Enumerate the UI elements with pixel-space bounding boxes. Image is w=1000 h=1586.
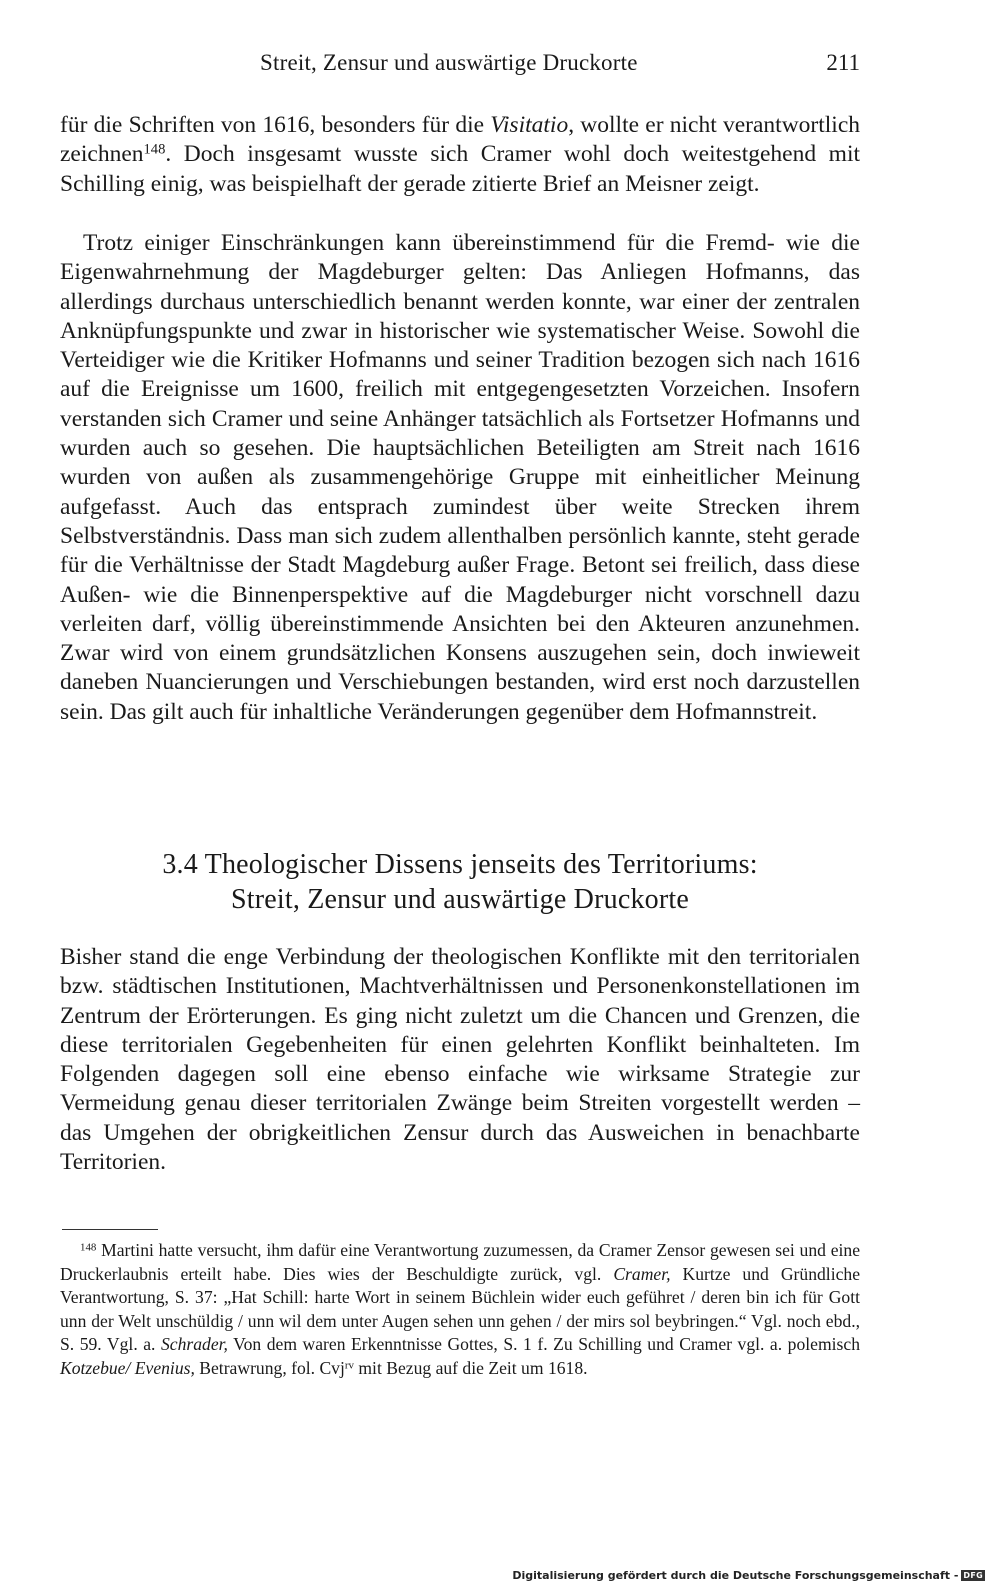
footnote-number: 148 [80,1241,97,1254]
page-number: 211 [826,50,860,75]
section-title-line-2: Streit, Zensur und auswärtige Druckorte [230,884,689,915]
credit-text: Digitalisierung gefördert durch die Deutsche Forschungsgemeinschaft - [512,1569,959,1582]
footnote-part-4: Betrawrung, fol. Cvj [194,1357,345,1378]
footnote-part-5: mit Bezug auf die Zeit um 1618. [353,1357,588,1378]
section-title-line-1: Theologischer Dissens jenseits des Territoriums: [204,849,758,880]
footnote-author-schrader: Schrader, [160,1334,228,1354]
paragraph-3-text: Bisher stand die enge Verbindung der theologischen Konflikte mit den territorialen bzw. städtischen Institutionen, Machtverhältnissen und Personenkonstellationen im Zentrum der Erörterungen. Es ging nicht zuletzt um die Chancen und Grenzen, die diese territorialen Gegebenheiten für einen gelehrten Konflikt beinhalteten. Im Folgenden dagegen soll eine ebenso einfache wie wirksame Strategie zur Vermeidung genau dieser territorialen Zwänge beim Streiten vorgestellt werden – das Umgehen der obrigkeitlichen Zensur durch das Ausweichen in benachbarte Territorien. [60,944,860,1176]
paragraph-2 [60,229,860,727]
section-heading [60,847,860,917]
footnote-folio-superscript: rv [344,1359,354,1372]
paragraph-3 [60,943,860,1177]
running-title: Streit, Zensur und auswärtige Druckorte [260,50,638,75]
footnote-part-2: Kurtze und Gründliche Verantwortung, S. 37: „Hat Schill: harte Wort in seinem Büchlein wider euch geführet / deren bin ich für Gott unn der Welt unschüldig / unn wil dem unter Augen sehen unn gehen / der mirs sol beybringen.“ Vgl. noch ebd., S. 59. Vgl. a. [60,1263,860,1354]
paragraph-1-part-3: . Doch insgesamt wusste sich Cramer wohl doch weitestgehend mit Schilling einig, was beispielhaft der gerade zitierte Brief an Meisner zeigt. [60,141,860,197]
paragraph-1-part-1: für die Schriften von 1616, besonders für die [60,112,491,138]
paragraph-1-part-2: , wollte er nicht verantwortlich zeichnen [60,112,861,168]
paragraph-2-text: Trotz einiger Einschränkungen kann übereinstimmend für die Fremd- wie die Eigenwahrnehmung der Magdeburger gelten: Das Anliegen Hofmanns, das allerdings durchaus unterschiedlich benannt werden konnte, war einer der zentralen Anknüpfungspunkte und zwar in historischer wie systematischer Weise. Sowohl die Verteidiger wie die Kritiker Hofmanns und seiner Tradition bezogen sich nach 1616 auf die Ereignisse um 1600, freilich mit entgegengesetzten Vorzeichen. Insofern verstanden sich Cramer und seine Anhänger tatsächlich als Fortsetzer Hofmanns und wurden auch so gesehen. Die hauptsächlichen Beteiligten am Streit nach 1616 wurden von außen als zusammengehörige Gruppe mit einheitlicher Meinung aufgefasst. Auch das entsprach zumindest über weite Strecken ihrem Selbstverständnis. Dass man sich zudem allenthalben persönlich kannte, steht gerade für die Verhältnisse der Stadt Magdeburg außer Frage. Betont sei freilich, dass diese Außen- wie die Binnenperspektive auf die Magdeburger nicht vorschnell dazu verleiten darf, völlig übereinstimmende Ansichten bei den Akteuren anzunehmen. Zwar wird von einem grundsätzlichen Konsens auszugehen sein, doch inwieweit daneben Nuancierungen und Verschiebungen bestanden, wird erst noch darzustellen sein. Das gilt auch für inhaltliche Veränderungen gegenüber dem Hofmannstreit. [60,230,860,725]
section-heading-line-1 [60,847,860,882]
paragraph-1-italic-title: Visitatio [490,112,569,138]
paragraph-1-text [60,111,860,199]
footnote-part-3: Von dem waren Erkenntnisse Gottes, S. 1 f. Zu Schilling und Cramer vgl. a. polemisch [227,1334,860,1354]
footnote-divider [62,1229,158,1230]
digitization-credit [512,1569,985,1582]
section-number: 3.4 [162,849,198,880]
footnote-author-cramer: Cramer, [613,1263,671,1284]
dfg-logo: DFG [963,1571,983,1580]
paragraph-1 [60,111,860,199]
footnote-reference: 148 [143,142,166,159]
footnote-author-kotzebue-evenius: Kotzebue/ Evenius, [60,1357,195,1378]
running-head [60,50,860,82]
footnote-148 [60,1239,860,1380]
footnote-part-1: Martini hatte versucht, ihm dafür eine Verantwortung zuzumessen, da Cramer Zensor gewesen sei und eine Druckerlaubnis erteilt habe. Dies wies der Beschuldigte zurück, vgl. [60,1240,860,1284]
